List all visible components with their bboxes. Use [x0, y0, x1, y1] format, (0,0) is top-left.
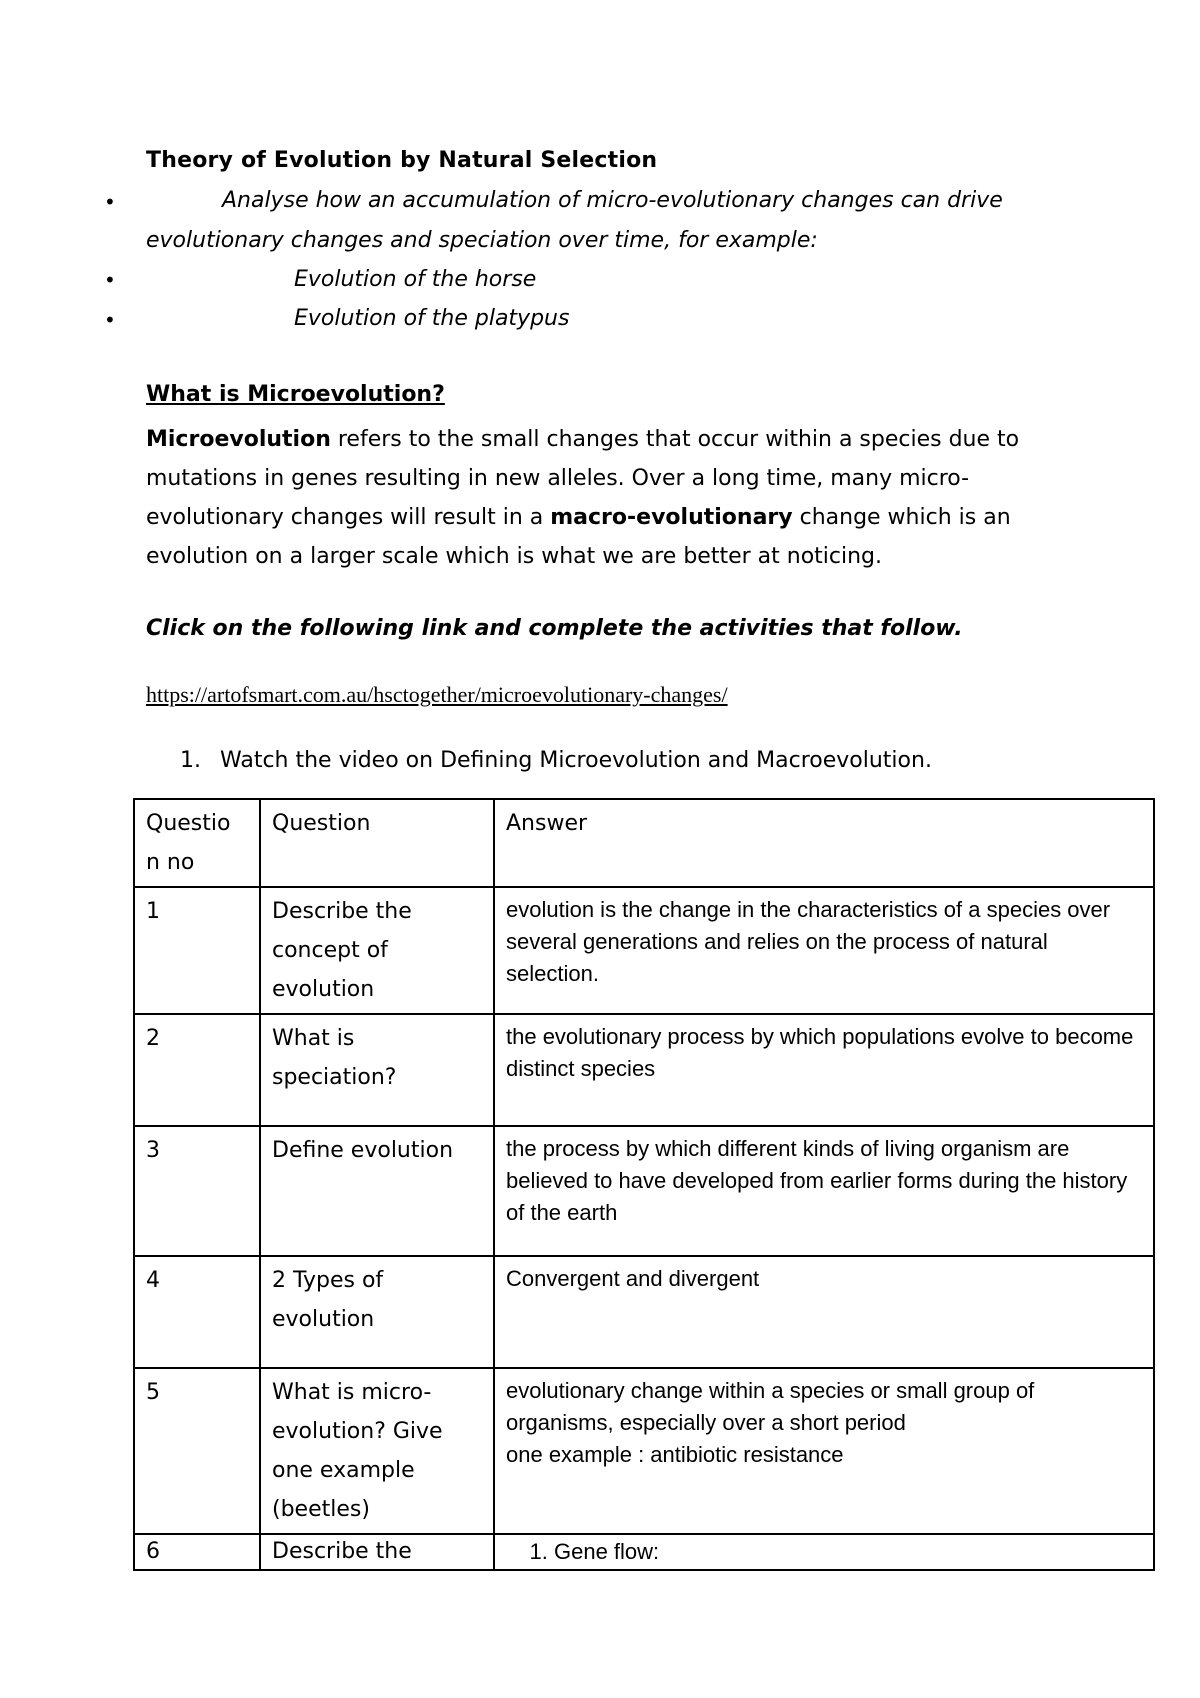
bullet-1: • — [104, 190, 116, 214]
resource-link[interactable]: https://artofsmart.com.au/hsctogether/microevolutionary-changes/ — [146, 682, 728, 707]
task-text: Watch the video on Defining Microevolution and Macroevolution. — [220, 748, 932, 773]
instruction: Click on the following link and complete the activities that follow. — [146, 616, 963, 641]
header-answer: Answer — [494, 799, 1154, 887]
question-answer-table — [133, 798, 1155, 1571]
answer-list — [506, 1537, 1142, 1567]
header-question: Question — [260, 799, 494, 887]
paragraph-text-2: change which is an evolution on a larger scale which is what we are better at noticing. — [146, 505, 1011, 569]
table-row — [134, 1534, 1154, 1570]
table-row — [134, 1014, 1154, 1126]
table-row — [134, 1256, 1154, 1368]
microevolution-paragraph — [146, 420, 1046, 576]
row-question: Describe the — [260, 1534, 494, 1570]
objective-line-1: Analyse how an accumulation of micro-evolutionary changes can drive — [222, 188, 1003, 213]
table-row — [134, 1368, 1154, 1534]
row-question: Define evolution — [260, 1126, 494, 1256]
row-answer-line-2: one example : antibiotic resistance — [506, 1442, 844, 1467]
row-question: What is speciation? — [260, 1014, 494, 1126]
paragraph-text-1: refers to the small changes that occur within a species due to mutations in genes resulting in new alleles. Over a long time, many micro-evolutionary changes will result in a — [146, 427, 1020, 530]
row-answer[interactable]: the evolutionary process by which populations evolve to become distinct species — [494, 1014, 1154, 1126]
table-row — [134, 1126, 1154, 1256]
row-answer[interactable]: evolution is the change in the characteristics of a species over several generations and relies on the process of natural selection. — [494, 887, 1154, 1014]
row-number: 2 — [134, 1014, 260, 1126]
table-header-row — [134, 799, 1154, 887]
row-question: What is micro-evolution? Give one example (beetles) — [260, 1368, 494, 1534]
document-title: Theory of Evolution by Natural Selection — [146, 148, 658, 173]
row-question: 2 Types of evolution — [260, 1256, 494, 1368]
header-question-no: Questio n no — [134, 799, 260, 887]
bullet-3: • — [104, 308, 116, 332]
row-number: 5 — [134, 1368, 260, 1534]
term-macroevolutionary: macro-evolutionary — [550, 505, 793, 530]
row-number: 4 — [134, 1256, 260, 1368]
objective-horse: Evolution of the horse — [294, 267, 537, 292]
row-number: 6 — [134, 1534, 260, 1570]
row-answer[interactable]: Convergent and divergent — [494, 1256, 1154, 1368]
section-heading: What is Microevolution? — [146, 382, 445, 407]
row-answer[interactable] — [494, 1368, 1154, 1534]
answer-list-item: 1. Gene flow: — [554, 1537, 1142, 1567]
term-microevolution: Microevolution — [146, 427, 331, 452]
objective-line-2: evolutionary changes and speciation over time, for example: — [146, 228, 818, 253]
row-number: 3 — [134, 1126, 260, 1256]
row-answer[interactable]: the process by which different kinds of living organism are believed to have developed from earlier forms during the history of the earth — [494, 1126, 1154, 1256]
table-row — [134, 887, 1154, 1014]
bullet-2: • — [104, 268, 116, 292]
row-answer-line-1: evolutionary change within a species or small group of organisms, especially over a short period — [506, 1378, 1035, 1435]
row-answer[interactable] — [494, 1534, 1154, 1570]
row-number: 1 — [134, 887, 260, 1014]
task-item — [180, 748, 932, 773]
objective-platypus: Evolution of the platypus — [294, 306, 570, 331]
row-question: Describe the concept of evolution — [260, 887, 494, 1014]
task-number: 1. — [180, 748, 201, 773]
